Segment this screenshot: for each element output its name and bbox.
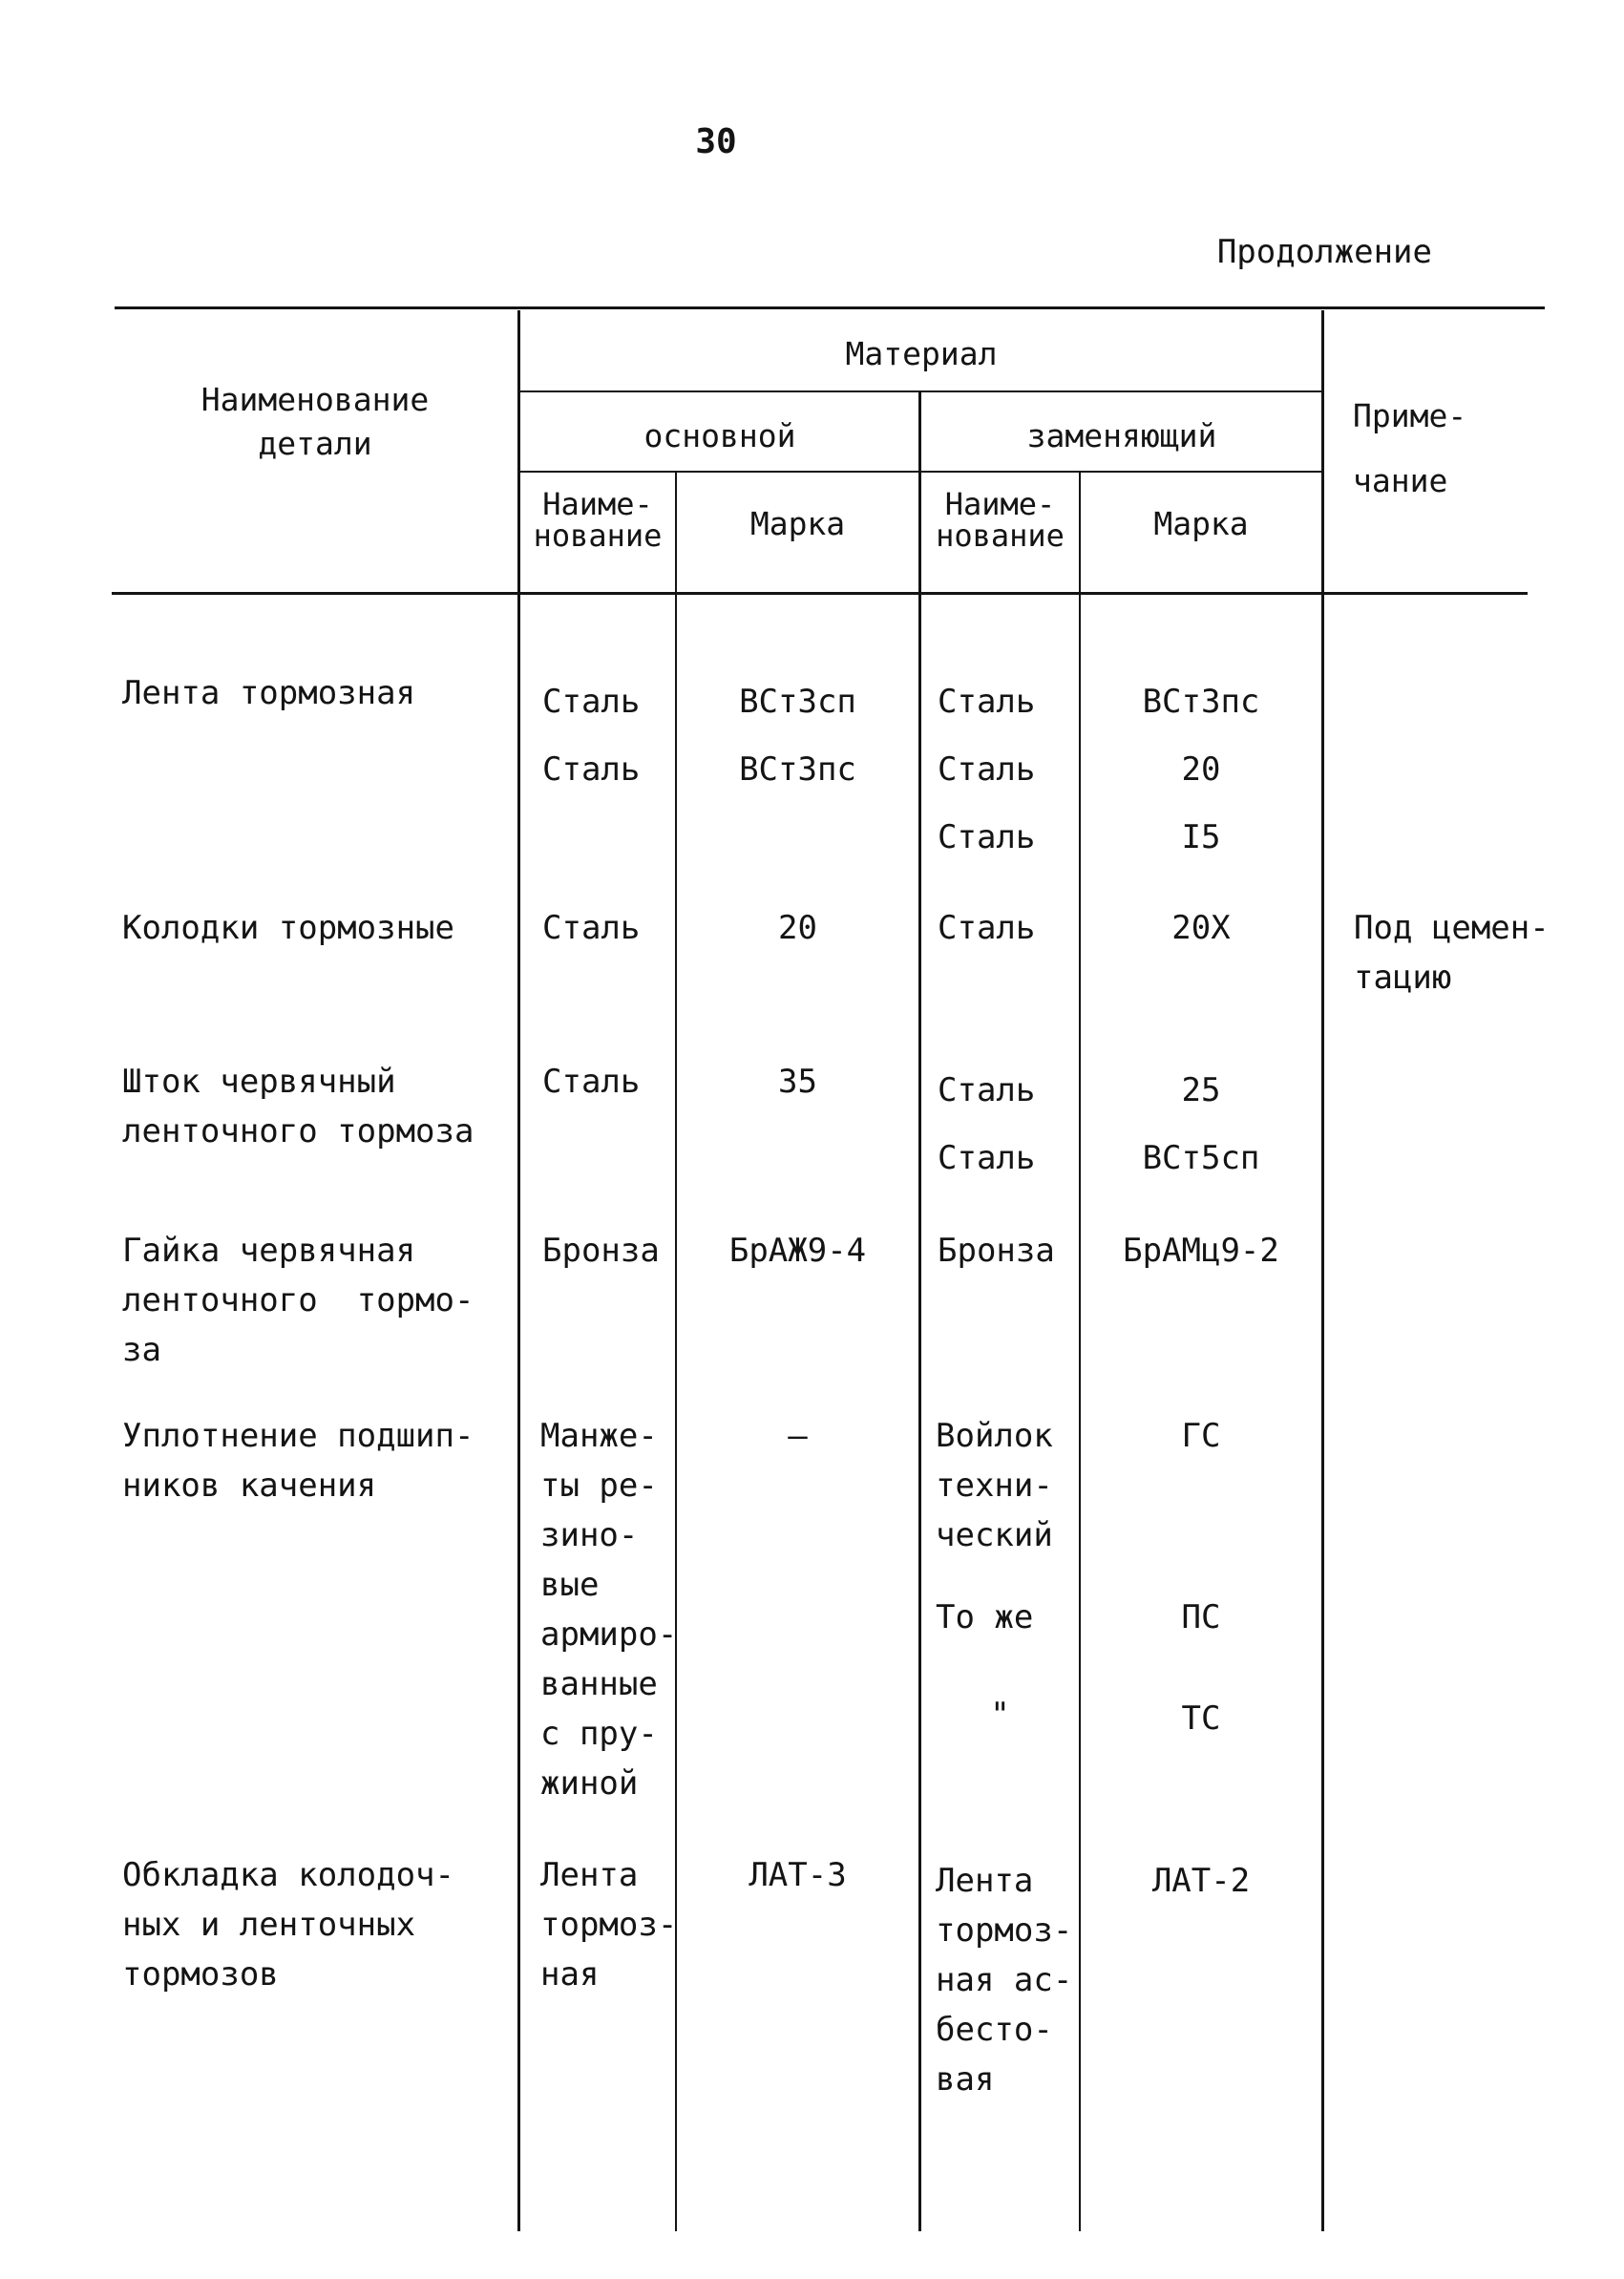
part-name: Гайка червячная ленточного тормо- за (122, 1232, 475, 1369)
header-substitute: заменяющий (1026, 417, 1217, 454)
column-divider (918, 392, 921, 2231)
part-name: Колодки тормозные (122, 909, 454, 947)
header-part-name: Наименование детали (200, 381, 430, 462)
substitute-material-grade: ЛАТ-2 (1151, 1862, 1251, 1900)
primary-material-name: Лента тормоз- ная (540, 1856, 678, 1994)
substitute-material-name: Войлок техни- ческий (936, 1417, 1053, 1554)
substitute-material-name: То же (936, 1598, 1034, 1636)
primary-material-name: Сталь Сталь (542, 683, 641, 789)
primary-material-name: Бронза (542, 1232, 660, 1270)
substitute-material-name: Сталь Сталь Сталь (938, 683, 1036, 856)
substitute-material-name: Лента тормоз- ная ас- бесто- вая (936, 1862, 1073, 2099)
note: Под цемен- тацию (1354, 909, 1550, 997)
part-name: Обкладка колодоч- ных и ленточных тормозов (122, 1856, 454, 1994)
header-sub-grade: Марка (1153, 505, 1249, 542)
header-primary: основной (643, 417, 796, 454)
column-divider (517, 310, 520, 2231)
page-number: 30 (695, 122, 737, 161)
primary-material-grade: БрАЖ9-4 (728, 1232, 867, 1270)
subheader-rule (519, 471, 1323, 473)
substitute-material-grade: 20Х (1171, 909, 1231, 947)
substitute-material-name: Сталь (938, 909, 1036, 947)
substitute-material-grade: БрАМц9-2 (1123, 1232, 1279, 1270)
table-top-rule (115, 306, 1545, 309)
part-name: Уплотнение подшип- ников качения (122, 1417, 475, 1505)
header-bottom-rule (112, 592, 1528, 595)
substitute-material-name: Бронза (938, 1232, 1055, 1270)
header-sub-name: Наиме- нование (936, 486, 1065, 554)
substitute-material-name: Сталь Сталь (938, 1071, 1036, 1177)
primary-material-grade: ЛАТ-3 (749, 1856, 847, 1894)
ditto-mark: " (990, 1696, 1010, 1734)
primary-material-name: Манже- ты ре- зино- вые армиро- ванные с пру- жиной (540, 1417, 678, 1803)
primary-material-name: Сталь (542, 909, 641, 947)
header-primary-name: Наиме- нование (533, 486, 663, 554)
substitute-material-grade: ТС (1181, 1699, 1221, 1738)
column-divider (1321, 310, 1324, 2231)
header-material: Материал (845, 335, 998, 372)
primary-material-grade: – (788, 1417, 808, 1455)
substitute-material-grade: ВСт3пс 20 I5 (1142, 683, 1260, 856)
header-primary-grade: Марка (749, 505, 846, 542)
part-name: Лента тормозная (122, 674, 416, 712)
substitute-material-grade: 25 ВСт5сп (1142, 1071, 1260, 1177)
primary-material-name: Сталь (542, 1063, 641, 1101)
header-note: Приме- чание (1353, 397, 1467, 499)
continuation-label: Продолжение (1216, 233, 1432, 271)
primary-material-grade: ВСт3сп ВСт3пс (739, 683, 856, 789)
primary-material-grade: 20 (778, 909, 817, 947)
primary-material-grade: 35 (778, 1063, 817, 1101)
substitute-material-grade: ГС (1181, 1417, 1221, 1455)
material-rule (519, 390, 1323, 392)
substitute-material-grade: ПС (1181, 1598, 1221, 1636)
part-name: Шток червячный ленточного тормоза (122, 1063, 475, 1150)
